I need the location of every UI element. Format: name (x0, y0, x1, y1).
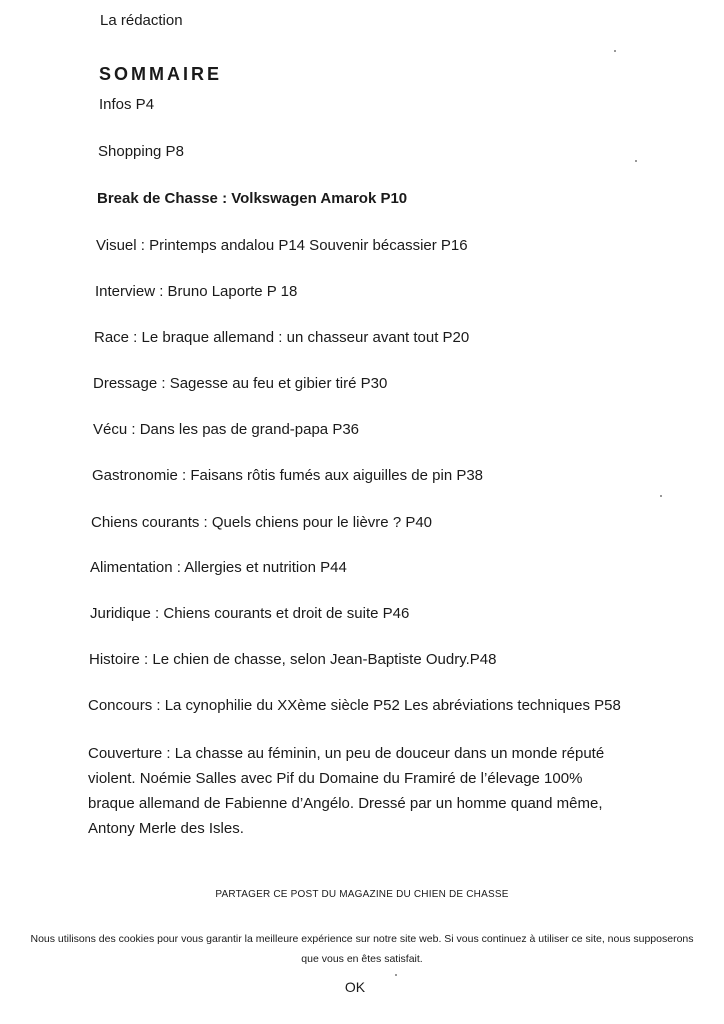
toc-item-concours: Concours : La cynophilie du XXème siècle P52 Les abréviations techniques P58 (88, 697, 621, 714)
cover-description: Couverture : La chasse au féminin, un peu de douceur dans un monde réputé violent. Noémie Salles avec Pif du Domaine du Framiré de l’élevage 100% braque allemand de Fabienne d’Angélo. Dressé par un homme quand même, Antony Merle des Isles. (88, 745, 605, 837)
share-post-link[interactable]: PARTAGER CE POST DU MAGAZINE DU CHIEN DE CHASSE (215, 889, 509, 900)
scan-speck (395, 974, 397, 976)
toc-item-visuel: Visuel : Printemps andalou P14 Souvenir bécassier P16 (96, 237, 468, 254)
toc-item-juridique: Juridique : Chiens courants et droit de suite P46 (90, 605, 410, 622)
toc-item-alimentation: Alimentation : Allergies et nutrition P44 (90, 559, 347, 576)
scan-speck (614, 50, 616, 52)
scan-speck (635, 160, 637, 162)
toc-item-race: Race : Le braque allemand : un chasseur avant tout P20 (94, 329, 470, 346)
toc-item-infos: Infos P4 (99, 96, 155, 113)
page-title: SOMMAIRE (99, 64, 222, 84)
toc-item-gastronomie: Gastronomie : Faisans rôtis fumés aux aiguilles de pin P38 (92, 467, 484, 484)
toc-item-shopping: Shopping P8 (98, 143, 184, 160)
toc-item-histoire: Histoire : Le chien de chasse, selon Jean-Baptiste Oudry.P48 (89, 651, 497, 668)
scan-speck (660, 495, 662, 497)
toc-item-break-de-chasse: Break de Chasse : Volkswagen Amarok P10 (97, 190, 408, 207)
toc-item-interview: Interview : Bruno Laporte P 18 (95, 283, 298, 300)
toc-item-chiens-courants: Chiens courants : Quels chiens pour le lièvre ? P40 (91, 514, 433, 531)
toc-item-vecu: Vécu : Dans les pas de grand-papa P36 (93, 421, 360, 438)
redaction-link[interactable]: La rédaction (100, 12, 183, 29)
toc-item-dressage: Dressage : Sagesse au feu et gibier tiré P30 (93, 375, 388, 392)
cookie-notice-text: Nous utilisons des cookies pour vous garantir la meilleure expérience sur notre site web. Si vous continuez à utiliser ce site, nous supposerons que vous en êtes satisfait. (30, 933, 694, 965)
cookie-ok-button[interactable]: OK (330, 979, 380, 995)
